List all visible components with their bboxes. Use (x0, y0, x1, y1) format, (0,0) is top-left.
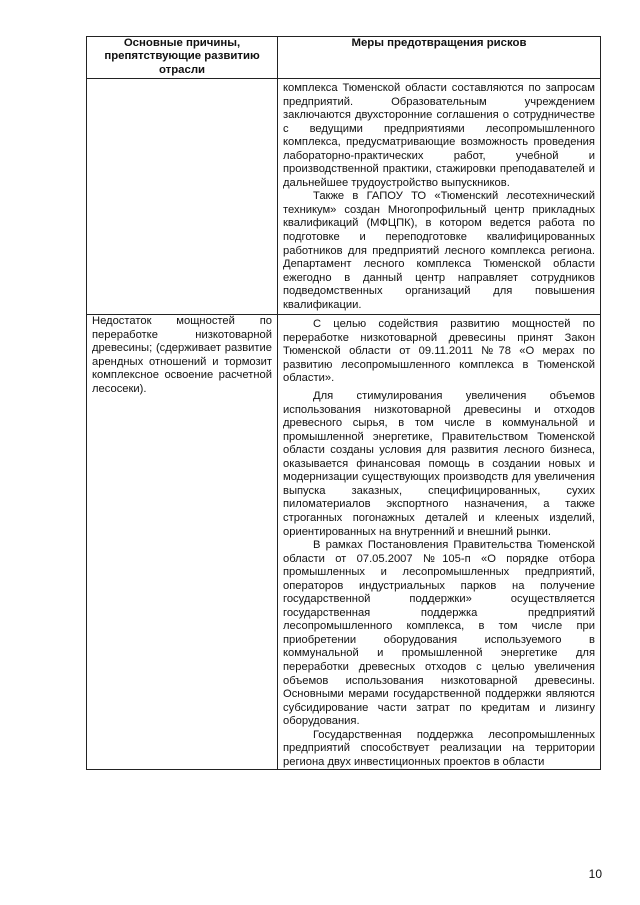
header-causes: Основные причины, препятствующие развитию отрасли (87, 37, 278, 79)
row2-measures-cell (278, 315, 601, 770)
table-header-row (87, 37, 601, 79)
paragraph: С целью содействия развитию мощностей по переработке низкотоварной древесины принят Закон Тюменской области от 09.11.2011 №78 «О мерах по развитию лесопромышленного комплекса в Тюменской области». (283, 318, 595, 385)
row2-cause-cell (87, 315, 278, 770)
row1-cause-cell (87, 79, 278, 315)
risk-measures-table (86, 36, 601, 770)
paragraph: Также в ГАПОУ ТО «Тюменский лесотехнический техникум» создан Многопрофильный центр прикладных квалификаций (МФЦПК), в котором ведется работа по подготовке и переподготовке квалифицированных работников для предприятий лесного комплекса региона. Департамент лесного комплекса Тюменской области ежегодно в данный центр направляет сотрудников подведомственных организаций для повышения квалификации. (283, 190, 595, 311)
paragraph: Для стимулирования увеличения объемов использования низкотоварной древесины и отходов древесного сырья, в том числе в коммунальной и промышленной энергетике, Правительством Тюменской области созданы условия для развития лесного бизнеса, оказывается финансовая помощь в создании новых и модернизации существующих производств для увеличения выпуска заказных, специфицированных, сухих пиломатериалов экспортного назначения, а также строганных погонажных деталей и клееных изделий, ориентированных на внутренний и внешний рынки. (283, 390, 595, 538)
page-number: 10 (588, 867, 602, 881)
paragraph: В рамках Постановления Правительства Тюменской области от 07.05.2007 №105-п «О порядке отбора промышленных и лесопромышленных предприятий, операторов индустриальных парков на получение государственной поддержки» осуществляется государственная поддержка предприятий лесопромышленного комплекса, в том числе при приобретении оборудования используемого в коммунальной и промышленной энергетике для переработки древесных отходов с целью увеличения объемов использования низкотоварной древесины. Основными мерами государственной поддержки являются субсидирование части затрат по кредитам и лизингу оборудования. (283, 539, 595, 728)
table-row (87, 315, 601, 770)
paragraph: комплекса Тюменской области составляются по запросам предприятий. Образовательным учреждением заключаются двухсторонние соглашения о сотрудничестве с ведущими предприятиями лесопромышленного комплекса, предусматривающие возможность проведения лабораторно-практических работ, учебной и производственной практики, стажировки преподавателей и дальнейшее трудоустройство выпускников. (283, 82, 595, 189)
table-row (87, 79, 601, 315)
paragraph: Государственная поддержка лесопромышленных предприятий способствует реализации на территории региона двух инвестиционных проектов в области (283, 728, 595, 768)
header-measures: Меры предотвращения рисков (278, 37, 601, 79)
row1-measures-cell (278, 79, 601, 315)
cause-text: Недостаток мощностей по переработке низкотоварной древесины; (сдерживает развитие арендных отношений и тормозит комплексное освоение расчетной лесосеки). (92, 315, 272, 396)
